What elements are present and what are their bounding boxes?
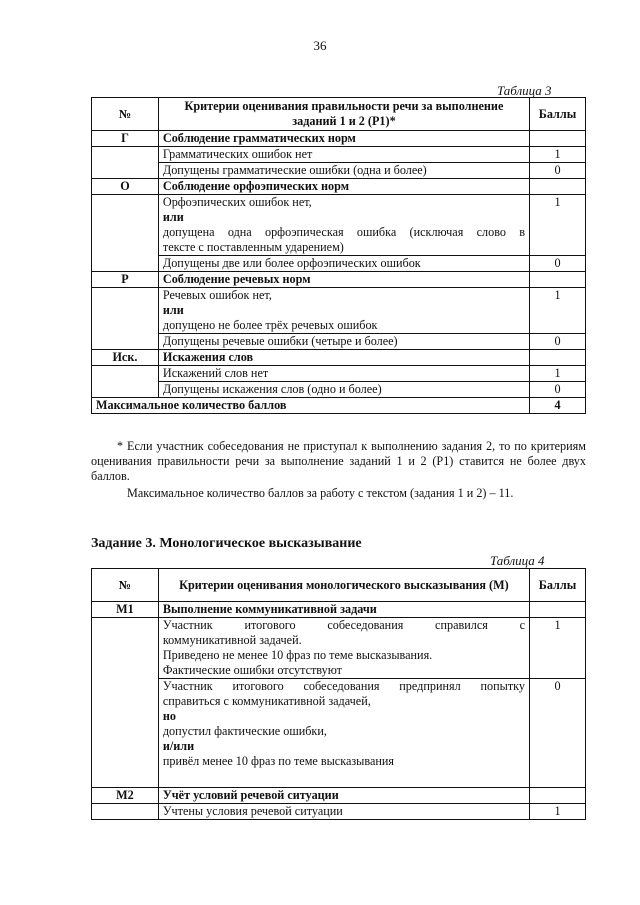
section-title: Соблюдение речевых норм [158, 272, 529, 288]
criteria-row [92, 288, 586, 334]
criteria-row [92, 195, 586, 256]
score-cell: 0 [530, 256, 586, 272]
score-cell: 0 [530, 382, 586, 398]
score-cell: 1 [530, 804, 586, 820]
section-title: Выполнение коммуникативной задачи [158, 602, 529, 618]
footnote: * Если участник собеседования не приступал к выполнению задания 2, то по критериям оценивания правильности речи за выполнение заданий 1 и 2 (Р1) ставится не более двух баллов. [91, 439, 586, 483]
section-row [92, 179, 586, 195]
criteria-row [92, 334, 586, 350]
section-title: Соблюдение грамматических норм [158, 131, 529, 147]
criteria-text: Орфоэпических ошибок нет, или допущена одна орфоэпическая ошибка (исключая слово в тексте с поставленным ударением) [158, 195, 529, 256]
criteria-text: Грамматических ошибок нет [158, 147, 529, 163]
criteria-row [92, 618, 586, 679]
table4-caption: Таблица 4 [490, 553, 545, 568]
score-cell: 1 [530, 618, 586, 679]
section-code: М1 [92, 602, 159, 618]
score-cell: 1 [530, 366, 586, 382]
task3-heading: Задание 3. Монологическое высказывание [91, 536, 362, 551]
criteria-row [92, 679, 586, 788]
section-code: М2 [92, 788, 159, 804]
total-row [92, 398, 586, 414]
section-row [92, 350, 586, 366]
criteria-text: Допущены грамматические ошибки (одна и более) [158, 163, 529, 179]
score-cell: 1 [530, 288, 586, 334]
section-row [92, 602, 586, 618]
criteria-text: Искажений слов нет [158, 366, 529, 382]
criteria-text: Допущены искажения слов (одно и более) [158, 382, 529, 398]
score-cell: 0 [530, 679, 586, 788]
section-code: О [92, 179, 159, 195]
criteria-text: Участник итогового собеседования предпринял попытку справиться с коммуникативной задачей, но допустил фактические ошибки, и/или привёл менее 10 фраз по теме высказывания [158, 679, 529, 788]
criteria-text: Участник итогового собеседования справился с коммуникативной задачей. Приведено не менее 10 фраз по теме высказывания. Фактические ошибки отсутствуют [158, 618, 529, 679]
header-criteria: Критерии оценивания монологического высказывания (М) [158, 569, 529, 602]
header-criteria: Критерии оценивания правильности речи за выполнение заданий 1 и 2 (Р1)* [158, 98, 529, 131]
header-score: Баллы [530, 98, 586, 131]
header-number: № [92, 98, 159, 131]
criteria-row [92, 163, 586, 179]
header-score: Баллы [530, 569, 586, 602]
total-label: Максимальное количество баллов [92, 398, 530, 414]
section-row [92, 272, 586, 288]
section-code: Г [92, 131, 159, 147]
section-code: Р [92, 272, 159, 288]
criteria-row [92, 804, 586, 820]
criteria-row [92, 147, 586, 163]
total-value: 4 [530, 398, 586, 414]
score-cell: 1 [530, 147, 586, 163]
page-number: 36 [313, 38, 327, 53]
score-cell: 0 [530, 163, 586, 179]
criteria-text: Допущены две или более орфоэпических ошибок [158, 256, 529, 272]
score-cell: 0 [530, 334, 586, 350]
criteria-text: Учтены условия речевой ситуации [158, 804, 529, 820]
table4-header-row [92, 569, 586, 602]
criteria-text: Речевых ошибок нет, или допущено не более трёх речевых ошибок [158, 288, 529, 334]
table3 [91, 97, 586, 414]
section-code: Иск. [92, 350, 159, 366]
table3-header-row [92, 98, 586, 131]
score-cell: 1 [530, 195, 586, 256]
criteria-row [92, 256, 586, 272]
section-title: Учёт условий речевой ситуации [158, 788, 529, 804]
section-title: Соблюдение орфоэпических норм [158, 179, 529, 195]
table4 [91, 568, 586, 820]
section-row [92, 788, 586, 804]
section-title: Искажения слов [158, 350, 529, 366]
header-number: № [92, 569, 159, 602]
section-row [92, 131, 586, 147]
table3-caption: Таблица 3 [497, 83, 552, 98]
criteria-row [92, 382, 586, 398]
max-score-text: Максимальное количество баллов за работу с текстом (задания 1 и 2) – 11. [127, 486, 514, 500]
criteria-text: Допущены речевые ошибки (четыре и более) [158, 334, 529, 350]
criteria-row [92, 366, 586, 382]
